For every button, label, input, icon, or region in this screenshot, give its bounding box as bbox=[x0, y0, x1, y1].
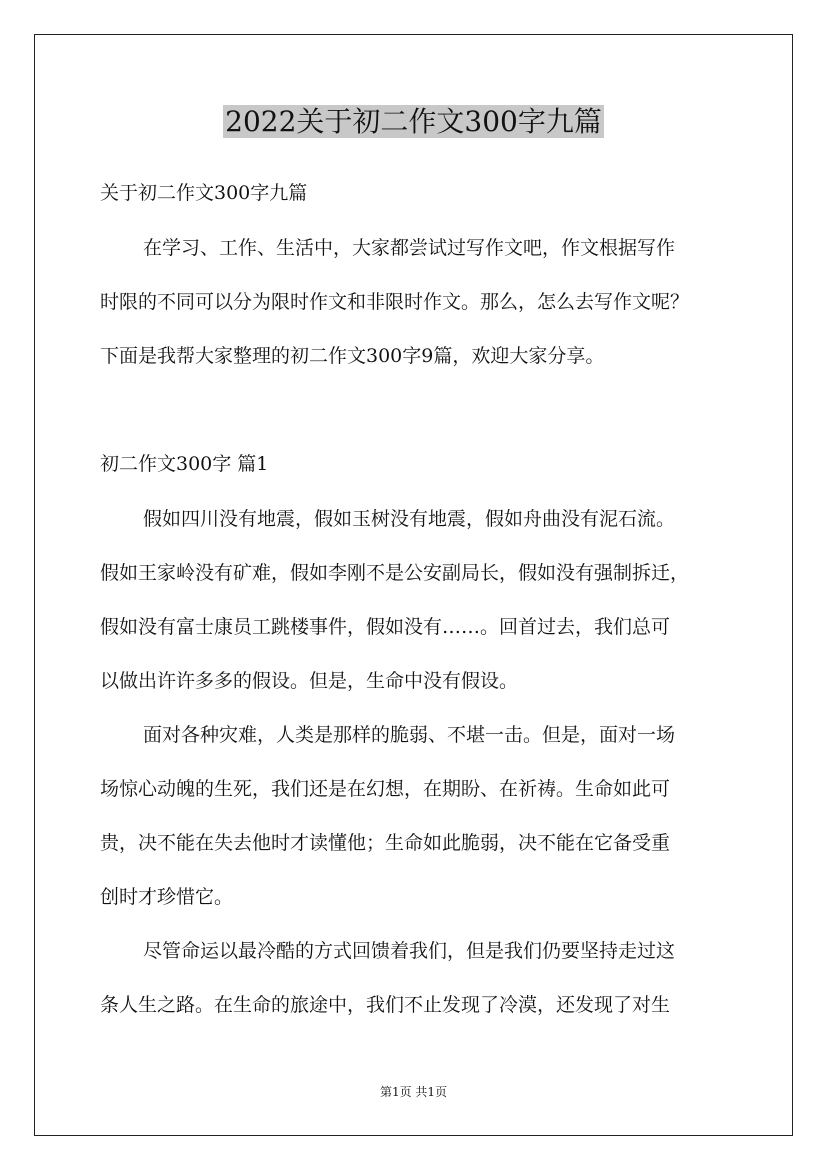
paragraph1-line-3: 假如没有富士康员工跳楼事件，假如没有……。回首过去，我们总可 bbox=[100, 616, 671, 638]
paragraph1-line-2: 假如王家岭没有矿难，假如李刚不是公安副局长，假如没有强制拆迁， bbox=[100, 562, 690, 584]
paragraph1-line-4: 以做出许许多多的假设。但是，生命中没有假设。 bbox=[100, 670, 519, 692]
page-footer: 第1页 共1页 bbox=[379, 1085, 448, 1099]
document-subtitle: 关于初二作文300字九篇 bbox=[100, 182, 308, 204]
document-title bbox=[0, 100, 827, 144]
intro-line-1: 在学习、工作、生活中，大家都尝试过写作文吧，作文根据写作 bbox=[143, 237, 676, 259]
document-title-text: 2022关于初二作文300字九篇 bbox=[225, 105, 602, 138]
paragraph3-line-2: 条人生之路。在生命的旅途中，我们不止发现了冷漠，还发现了对生 bbox=[100, 994, 671, 1016]
paragraph2-line-3: 贵，决不能在失去他时才读懂他；生命如此脆弱，决不能在它备受重 bbox=[100, 832, 671, 854]
intro-line-3: 下面是我帮大家整理的初二作文300字9篇，欢迎大家分享。 bbox=[100, 345, 605, 367]
paragraph2-line-2: 场惊心动魄的生死，我们还是在幻想，在期盼、在祈祷。生命如此可 bbox=[100, 778, 671, 800]
paragraph2-line-4: 创时才珍惜它。 bbox=[100, 886, 234, 908]
paragraph3-line-1: 尽管命运以最冷酷的方式回馈着我们，但是我们仍要坚持走过这 bbox=[143, 940, 676, 962]
paragraph1-line-1: 假如四川没有地震，假如玉树没有地震，假如舟曲没有泥石流。 bbox=[143, 508, 676, 530]
intro-line-2: 时限的不同可以分为限时作文和非限时作文。那么，怎么去写作文呢？ bbox=[100, 291, 690, 313]
paragraph2-line-1: 面对各种灾难，人类是那样的脆弱、不堪一击。但是，面对一场 bbox=[143, 724, 676, 746]
section-heading: 初二作文300字 篇1 bbox=[100, 453, 269, 475]
